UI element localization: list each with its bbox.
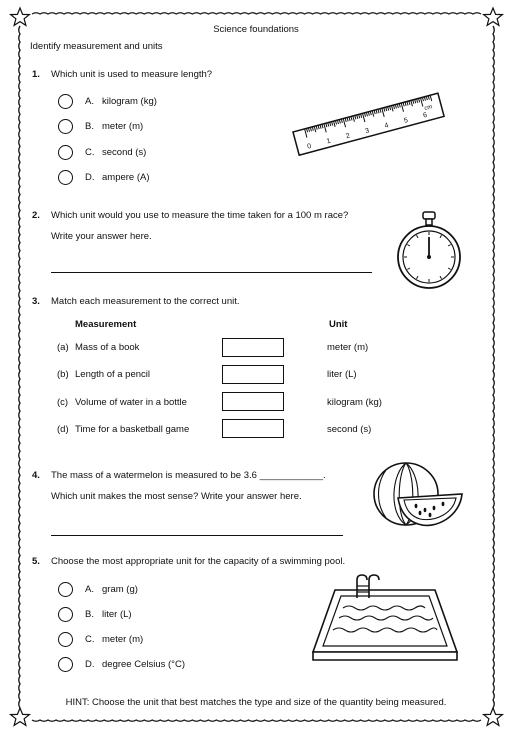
q5-number: 5. <box>32 556 40 567</box>
q4-text: The mass of a watermelon is measured to be 3.6 ____________. <box>51 470 326 481</box>
q1-option-a-letter: A. <box>85 96 94 107</box>
q3-number: 3. <box>32 296 40 307</box>
q2-number: 2. <box>32 210 40 221</box>
star-icon <box>484 8 503 25</box>
q3-row-d-letter: (d) <box>57 424 69 435</box>
q1-option-d-radio[interactable] <box>58 170 73 185</box>
q5-option-b-radio[interactable] <box>58 607 73 622</box>
ruler-tick-label: 4 <box>383 122 390 130</box>
q1-option-b-label: meter (m) <box>102 121 144 132</box>
q1-option-c-letter: C. <box>85 147 95 158</box>
q5-option-d-label: degree Celsius (°C) <box>102 659 185 670</box>
q1-option-b-radio[interactable] <box>58 119 73 134</box>
q5-option-c-radio[interactable] <box>58 632 73 647</box>
q3-row-c-unit: kilogram (kg) <box>327 397 382 408</box>
q1-option-a-radio[interactable] <box>58 94 73 109</box>
q3-row-c-letter: (c) <box>57 397 69 408</box>
watermelon-icon <box>370 458 466 534</box>
swimming-pool-icon <box>305 572 465 668</box>
ruler-tick-label: 6 <box>422 111 429 120</box>
ruler-tick-label: 1 <box>325 137 332 146</box>
q1-option-c-label: second (s) <box>102 147 147 158</box>
stopwatch-icon <box>393 208 465 292</box>
q5-option-c-letter: C. <box>85 634 95 645</box>
star-icon <box>11 708 30 725</box>
q3-row-a-measurement: Mass of a book <box>75 342 140 353</box>
ruler-unit-label: cm <box>423 104 434 113</box>
q4-instruction: Which unit makes the most sense? Write your answer here. <box>51 491 302 502</box>
q1-option-c-radio[interactable] <box>58 145 73 160</box>
q3-row-b-measurement: Length of a pencil <box>75 369 151 380</box>
q2-instruction: Write your answer here. <box>51 231 152 242</box>
q1-option-d-letter: D. <box>85 172 95 183</box>
ruler-tick-label: 0 <box>306 142 313 151</box>
q3-row-c-answer-box[interactable] <box>222 392 284 411</box>
q3-row-d-measurement: Time for a basketball game <box>75 424 190 435</box>
q2-answer-line[interactable] <box>51 272 372 273</box>
ruler-tick-label: 2 <box>345 132 351 141</box>
q5-text: Choose the most appropriate unit for the capacity of a swimming pool. <box>51 556 346 567</box>
q3-row-a-letter: (a) <box>57 342 69 353</box>
q3-row-d-unit: second (s) <box>327 424 372 435</box>
q5-option-c-label: meter (m) <box>102 634 144 645</box>
ruler-tick-label: 3 <box>364 127 371 136</box>
worksheet-subtitle: Identify measurement and units <box>30 41 163 52</box>
q3-col-unit: Unit <box>329 319 348 330</box>
q3-row-b-answer-box[interactable] <box>222 365 284 384</box>
ruler-icon <box>285 92 445 162</box>
star-icon <box>484 708 503 725</box>
q2-text: Which unit would you use to measure the time taken for a 100 m race? <box>51 210 349 221</box>
q1-option-d-label: ampere (A) <box>102 172 150 183</box>
q3-text: Match each measurement to the correct unit. <box>51 296 240 307</box>
q1-option-b-letter: B. <box>85 121 94 132</box>
q3-row-c-measurement: Volume of water in a bottle <box>75 397 187 408</box>
q3-row-a-unit: meter (m) <box>327 342 369 353</box>
q5-option-a-radio[interactable] <box>58 582 73 597</box>
q4-answer-line[interactable] <box>51 535 343 536</box>
q3-col-measurement: Measurement <box>75 319 137 330</box>
q3-row-d-answer-box[interactable] <box>222 419 284 438</box>
q3-row-b-letter: (b) <box>57 369 69 380</box>
q5-option-d-letter: D. <box>85 659 95 670</box>
q5-option-b-letter: B. <box>85 609 94 620</box>
q3-row-a-answer-box[interactable] <box>222 338 284 357</box>
q5-option-a-label: gram (g) <box>102 584 138 595</box>
star-icon <box>11 8 30 25</box>
q5-option-d-radio[interactable] <box>58 657 73 672</box>
ruler-tick-label: 5 <box>403 116 409 125</box>
q1-option-a-label: kilogram (kg) <box>102 96 157 107</box>
q5-option-b-label: liter (L) <box>102 609 132 620</box>
q3-row-b-unit: liter (L) <box>327 369 357 380</box>
q5-option-a-letter: A. <box>85 584 94 595</box>
hint-text: HINT: Choose the unit that best matches the type and size of the quantity being measured. <box>65 697 447 708</box>
q1-text: Which unit is used to measure length? <box>51 69 213 80</box>
q4-number: 4. <box>32 470 40 481</box>
q1-number: 1. <box>32 69 40 80</box>
worksheet-title: Science foundations <box>213 24 299 35</box>
